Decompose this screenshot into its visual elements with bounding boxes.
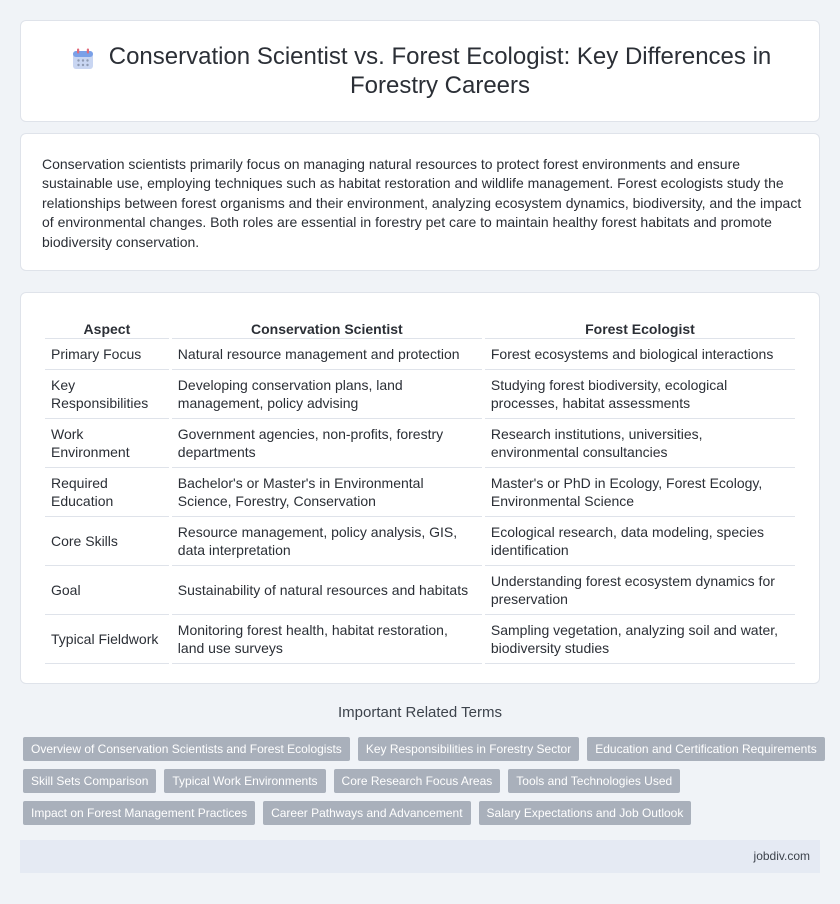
aspect-cell: Work Environment <box>45 419 169 468</box>
header-forest-ecologist: Forest Ecologist <box>485 317 795 339</box>
conservation-scientist-cell: Monitoring forest health, habitat restoration, land use surveys <box>172 615 482 664</box>
tag-row <box>23 769 823 793</box>
related-term-tag[interactable]: Typical Work Environments <box>164 769 325 793</box>
forest-ecologist-cell: Studying forest biodiversity, ecological processes, habitat assessments <box>485 370 795 419</box>
footer <box>20 840 820 873</box>
related-terms-list <box>23 737 823 833</box>
tag-row <box>23 737 823 761</box>
intro-paragraph: Conservation scientists primarily focus on managing natural resources to protect forest environments and ensure sustainable use, employing techniques such as habitat restoration and wildlife management. Forest ecologists study the relationships between forest organisms and their environment, analyzing ecosystem dynamics, biodiversity, and the impact of environmental changes. Both roles are essential in forestry pet care to maintain healthy forest habitats and promote biodiversity conservation. <box>42 156 802 250</box>
related-term-tag[interactable]: Key Responsibilities in Forestry Sector <box>358 737 579 761</box>
related-term-tag[interactable]: Impact on Forest Management Practices <box>23 801 255 825</box>
related-term-tag[interactable]: Tools and Technologies Used <box>508 769 680 793</box>
table-row <box>45 370 795 419</box>
aspect-cell: Key Responsibilities <box>45 370 169 419</box>
intro-card <box>20 133 820 271</box>
page-title: Conservation Scientist vs. Forest Ecologist: Key Differences in Forestry Careers <box>108 43 772 99</box>
aspect-cell: Typical Fieldwork <box>45 615 169 664</box>
table-header-row <box>45 317 795 339</box>
header-card <box>20 20 820 122</box>
conservation-scientist-cell: Government agencies, non-profits, forestry departments <box>172 419 482 468</box>
comparison-table <box>42 317 798 664</box>
header-aspect: Aspect <box>45 317 169 339</box>
conservation-scientist-cell: Natural resource management and protection <box>172 339 482 370</box>
forest-ecologist-cell: Forest ecosystems and biological interactions <box>485 339 795 370</box>
related-term-tag[interactable]: Career Pathways and Advancement <box>263 801 470 825</box>
comparison-table-card <box>20 292 820 684</box>
table-row <box>45 517 795 566</box>
table-row <box>45 615 795 664</box>
forest-ecologist-cell: Research institutions, universities, environmental consultancies <box>485 419 795 468</box>
related-term-tag[interactable]: Overview of Conservation Scientists and Forest Ecologists <box>23 737 350 761</box>
aspect-cell: Primary Focus <box>45 339 169 370</box>
table-row <box>45 566 795 615</box>
forest-ecologist-cell: Master's or PhD in Ecology, Forest Ecology, Environmental Science <box>485 468 795 517</box>
aspect-cell: Core Skills <box>45 517 169 566</box>
table-row <box>45 339 795 370</box>
conservation-scientist-cell: Sustainability of natural resources and habitats <box>172 566 482 615</box>
related-term-tag[interactable]: Education and Certification Requirements <box>587 737 824 761</box>
related-terms-title: Important Related Terms <box>338 704 502 721</box>
header-conservation-scientist: Conservation Scientist <box>172 317 482 339</box>
conservation-scientist-cell: Developing conservation plans, land management, policy advising <box>172 370 482 419</box>
table-row <box>45 468 795 517</box>
aspect-cell: Goal <box>45 566 169 615</box>
forest-ecologist-cell: Sampling vegetation, analyzing soil and water, biodiversity studies <box>485 615 795 664</box>
footer-site-link[interactable]: jobdiv.com <box>753 849 810 863</box>
conservation-scientist-cell: Bachelor's or Master's in Environmental Science, Forestry, Conservation <box>172 468 482 517</box>
related-term-tag[interactable]: Core Research Focus Areas <box>334 769 501 793</box>
forest-ecologist-cell: Ecological research, data modeling, species identification <box>485 517 795 566</box>
forest-ecologist-cell: Understanding forest ecosystem dynamics for preservation <box>485 566 795 615</box>
aspect-cell: Required Education <box>45 468 169 517</box>
conservation-scientist-cell: Resource management, policy analysis, GIS, data interpretation <box>172 517 482 566</box>
table-row <box>45 419 795 468</box>
related-term-tag[interactable]: Skill Sets Comparison <box>23 769 156 793</box>
related-term-tag[interactable]: Salary Expectations and Job Outlook <box>479 801 692 825</box>
tag-row <box>23 801 823 825</box>
